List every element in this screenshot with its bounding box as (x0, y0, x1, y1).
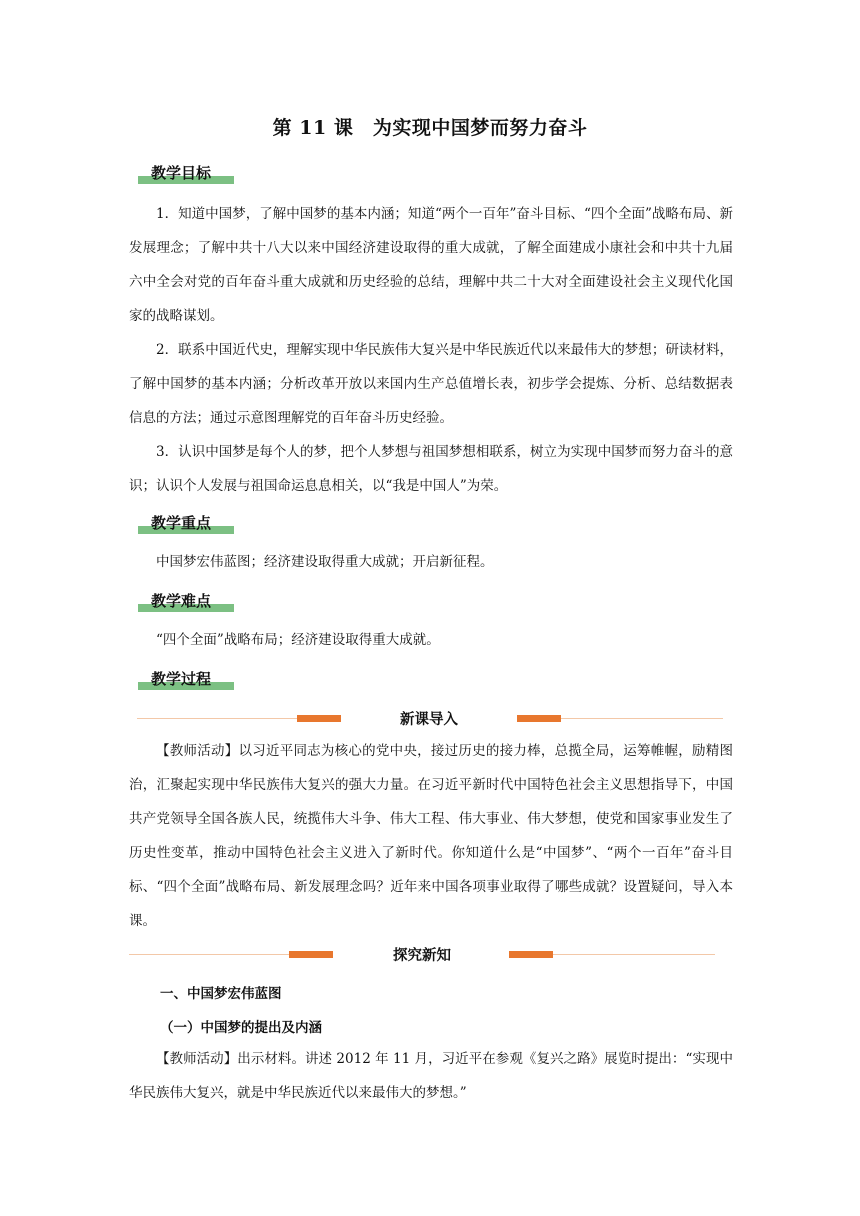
section-divider-intro (0, 708, 860, 730)
divider-block (517, 715, 561, 722)
section-divider-explore (0, 944, 860, 966)
section-label-text: 教学重点 (151, 514, 212, 532)
divider-line (129, 954, 289, 955)
divider-line (561, 718, 723, 719)
section-label-goals (138, 162, 234, 184)
intro-paragraph: 【教师活动】以习近平同志为核心的党中央，接过历史的接力棒，总揽全局，运筹帷幄，励精图治，汇聚起实现中华民族伟大复兴的强大力量。在习近平新时代中国特色社会主义思想指导下，中国共产党领导全国各族人民，统揽伟大斗争、伟大工程、伟大事业、伟大梦想，使党和国家事业发生了历史性变革，推动中国特色社会主义进入了新时代。你知道什么是“中国梦”、“两个一百年”奋斗目标、“四个全面”战略布局、新发展理念吗？近年来中国各项事业取得了哪些成就？设置疑问，导入本课。 (129, 743, 733, 929)
divider-block (509, 951, 553, 958)
goal-paragraph-1: 1．知道中国梦，了解中国梦的基本内涵；知道“两个一百年”奋斗目标、“四个全面”战略布局、新发展理念；了解中共十八大以来中国经济建设取得的重大成就，了解全面建成小康社会和中共十九届六中全会对党的百年奋斗重大成就和历史经验的总结，理解中共二十大对全面建设社会主义现代化国家的战略谋划。 (129, 206, 733, 324)
difficulties-text: “四个全面”战略布局；经济建设取得重大成就。 (156, 632, 440, 648)
divider-line (137, 718, 297, 719)
divider-title: 探究新知 (393, 948, 451, 964)
key-points-text: 中国梦宏伟蓝图；经济建设取得重大成就；开启新征程。 (156, 554, 494, 570)
divider-line (553, 954, 715, 955)
divider-block (289, 951, 333, 958)
section-label-key-points (138, 512, 234, 534)
goal-paragraph-3: 3．认识中国梦是每个人的梦，把个人梦想与祖国梦想相联系，树立为实现中国梦而努力奋斗的意识；认识个人发展与祖国命运息息相关，以“我是中国人”为荣。 (129, 444, 733, 494)
heading-blueprint: 一、中国梦宏伟蓝图 (160, 986, 282, 1002)
section-label-text: 教学目标 (151, 164, 212, 182)
divider-block (297, 715, 341, 722)
page-title: 第 11 课 为实现中国梦而努力奋斗 (272, 117, 588, 139)
activity-paragraph: 【教师活动】出示材料。讲述 2012 年 11 月，习近平在参观《复兴之路》展览时提出：“实现中华民族伟大复兴，就是中华民族近代以来最伟大的梦想。” (129, 1051, 733, 1101)
section-label-text: 教学难点 (151, 592, 212, 610)
section-label-text: 教学过程 (151, 670, 212, 688)
heading-proposal-and-meaning: （一）中国梦的提出及内涵 (160, 1020, 322, 1036)
section-label-difficulties (138, 590, 234, 612)
divider-title: 新课导入 (400, 712, 458, 728)
goal-paragraph-2: 2．联系中国近代史，理解实现中华民族伟大复兴是中华民族近代以来最伟大的梦想；研读材料，了解中国梦的基本内涵；分析改革开放以来国内生产总值增长表，初步学会提炼、分析、总结数据表信息的方法；通过示意图理解党的百年奋斗历史经验。 (129, 342, 733, 426)
section-label-process (138, 668, 234, 690)
